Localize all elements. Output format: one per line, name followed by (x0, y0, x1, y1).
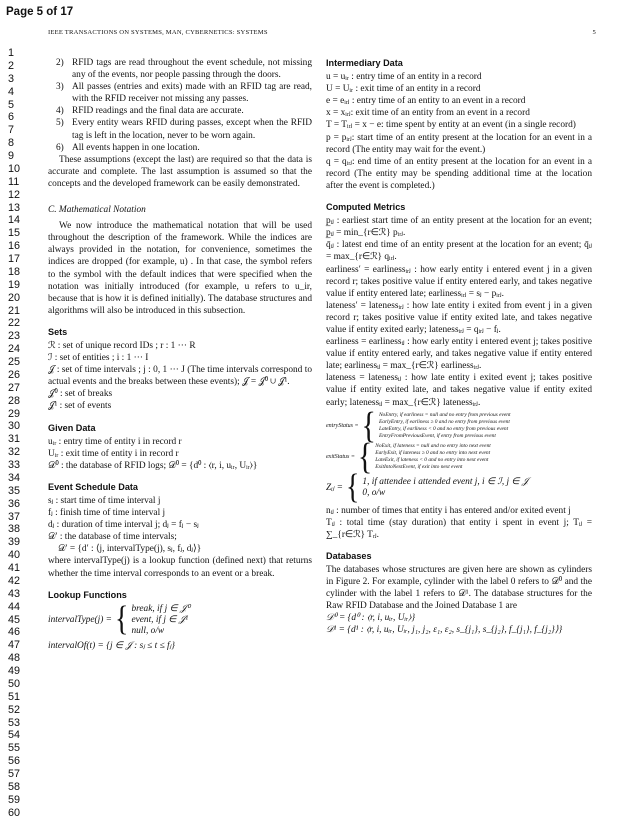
set-definition: 𝒥 : set of time intervals ; j : 0, 1 ··· J (The time intervals correspond to actual events and the breaks between these events); 𝒥 = 𝒥⁰ ∪ 𝒥¹. (48, 365, 312, 388)
line-number: 12 (8, 188, 21, 201)
line-number: 34 (8, 471, 21, 484)
sets-heading: Sets (48, 326, 68, 337)
interval-type-equation (48, 600, 312, 639)
exit-status-case: EarlyExit, if lateness ≥ 0 and no entry into next event (375, 449, 491, 456)
computed-heading: Computed Metrics (326, 202, 406, 213)
set-definition: ℐ : set of entities ; i : 1 ··· I (48, 353, 149, 364)
schedule-heading: Event Schedule Data (48, 481, 138, 492)
intermediary-definition: q = qᵢᵣⱼ: end time of an entity present at the location for an event in a record (The entity may be spending additional time at the location after the event is completed.) (326, 156, 592, 191)
line-number: 7 (8, 124, 15, 137)
z-equation (326, 467, 592, 507)
interval-type-case: null, o/w (131, 625, 165, 636)
schedule-definition: fⱼ : finish time of time interval j (48, 508, 166, 519)
line-number: 10 (8, 162, 21, 175)
intermediary-list (326, 71, 592, 192)
line-number: 32 (8, 446, 21, 459)
line-number: 54 (8, 729, 21, 742)
assumption-list (48, 57, 312, 154)
line-number: 45 (8, 613, 21, 626)
line-number: 33 (8, 459, 21, 471)
schedule-definition: dⱼ : duration of time interval j; dⱼ = fⱼ − sⱼ (48, 520, 199, 531)
line-number: 20 (8, 291, 21, 304)
page-number: 5 (592, 29, 596, 36)
line-number: 5 (8, 98, 15, 111)
interval-type-case: event, if j ∈ 𝒥¹ (131, 614, 189, 625)
interval-type-lhs: intervalType(j) = (48, 615, 112, 626)
line-number: 27 (8, 381, 21, 394)
line-number: 1 (8, 47, 15, 59)
entry-status-case: EntryFromPreviousEvent, if entry from previous event (378, 432, 496, 439)
assumption-number: 4) (56, 106, 64, 117)
line-number: 17 (8, 253, 21, 265)
line-number: 52 (8, 703, 21, 716)
intermediary-heading: Intermediary Data (326, 58, 403, 68)
assumption-text: RFID tags are read throughout the event schedule, not missing any of the events, nor people passing through the doors. (72, 58, 312, 81)
line-number: 15 (8, 227, 21, 240)
line-number: 55 (8, 742, 21, 755)
given-definition: Uᵢᵣ : exit time of entity i in record r (48, 448, 179, 459)
assumption-number: 5) (56, 118, 64, 129)
assumption-text: RFID readings and the final data are accurate. (72, 106, 244, 117)
given-definition: uᵢᵣ : entry time of entity i in record r (48, 436, 182, 447)
line-number: 21 (8, 304, 21, 317)
databases-text: The databases whose structures are given here are shown as cylinders in Figure 2. For example, cylinder with the label 0 refers to 𝒟⁰ and the cylinder with the label 1 refers to 𝒟¹. The database structures for the Raw RFID Database and the Joined Database 1 are (326, 565, 592, 612)
computed-list (326, 215, 592, 409)
exit-status-lhs: exitStatus = (326, 453, 355, 460)
entry-status-case: NoEntry, if earliness = null and no entry from previous event (378, 411, 511, 418)
assumption-number: 3) (56, 82, 64, 93)
line-number: 47 (8, 639, 21, 652)
section-intro: We now introduce the mathematical notation that will be used throughout the description of the framework. While the indices are always provided in the notation, for convenience, sometimes the indices are dropped (for example, u) . In that case, the symbol refers to the symbol with the default indices that were specified when the notation was initially introduced (for example, u refers to u_ir, because that is how it is defined initially). The database structures and algorithms will also be introduced in this subsection. (48, 221, 312, 316)
line-number: 50 (8, 677, 21, 690)
brace-symbol: { (361, 404, 376, 446)
intermediary-definition: x = xᵢᵣⱼ: exit time of an entity from an event in a record (326, 108, 530, 119)
interval-type-case: break, if j ∈ 𝒥⁰ (131, 603, 191, 614)
line-number: 13 (8, 201, 21, 214)
computed-definition: earliness = earlinessᵢⱼ : how early entity i entered event j; takes positive value if entity entered early, and takes negative value if entity entered late; earlinessᵢⱼ = max_{r∈ℛ} earlinessᵢᵣⱼ. (326, 337, 592, 372)
intermediary-definition: e = eᵢᵣⱼ : entry time of an entity to an event in a record (326, 96, 526, 107)
schedule-definition: sⱼ : start time of time interval j (48, 496, 161, 506)
line-number: 29 (8, 407, 21, 420)
line-number: 58 (8, 780, 21, 793)
intermediary-definition: U = Uᵢᵣ : exit time of an entity in a record (326, 84, 481, 95)
given-data-heading: Given Data (48, 422, 96, 433)
line-number: 46 (8, 626, 21, 639)
schedule-definition: 𝒟′ : the database of time intervals; (48, 532, 177, 543)
line-number: 23 (8, 330, 21, 343)
line-number: 60 (8, 806, 21, 819)
exit-status-case: ExitIntoNextEvent, if exit into next event (375, 463, 463, 470)
assumption-item (48, 142, 312, 154)
set-definition: 𝒥¹ : set of events (48, 401, 112, 412)
set-definition: 𝒥⁰ : set of breaks (48, 389, 113, 400)
line-number: 40 (8, 549, 21, 562)
entry-status-lhs: entryStatus = (326, 422, 359, 429)
line-number: 22 (8, 317, 21, 330)
set-definition: ℛ : set of unique record IDs ; r : 1 ··· R (48, 340, 196, 351)
line-number: 37 (8, 510, 21, 523)
computed-definition: lateness′ = latenessᵢᵣⱼ : how late entity i exited from event j in a given record r; takes positive value if entity exited late, and takes negative value if entity exited early; latenessᵢᵣⱼ = qᵢᵣⱼ − fⱼ. (326, 300, 592, 335)
line-number: 53 (8, 716, 21, 729)
exit-status-case: NoExit, if lateness = null and no entry into next event (375, 442, 491, 449)
schedule-definition: 𝒟′ = {d′ : ⟨j, intervalType(j), sⱼ, fⱼ, dⱼ⟩} (58, 544, 202, 555)
line-number: 6 (8, 111, 15, 124)
assumption-text: Every entity wears RFID during passes, except when the RFID tag is left in the location, never to be worn again. (72, 118, 312, 141)
line-number: 36 (8, 497, 21, 510)
n-definition: nᵢⱼ : number of times that entity i has entered and/or exited event j (326, 505, 571, 516)
exit-status-case: LateExit, if lateness < 0 and no entry into next event (375, 456, 489, 463)
assumption-number: 6) (56, 142, 64, 153)
line-number: 3 (8, 72, 15, 85)
exit-status-cases (375, 443, 490, 471)
line-number: 49 (8, 665, 21, 677)
computed-definition: p̲ᵢⱼ : earliest start time of an entity present at the location for an event; p̲ᵢⱼ = min_{r∈ℛ} pᵢᵣⱼ. (326, 216, 592, 239)
brace-symbol: { (345, 467, 360, 507)
line-number: 38 (8, 523, 21, 536)
databases-heading: Databases (326, 550, 372, 561)
line-number: 42 (8, 574, 21, 587)
line-number: 56 (8, 755, 21, 768)
given-data-list (48, 436, 312, 472)
line-number: 41 (8, 562, 21, 574)
line-number: 11 (8, 175, 20, 188)
intermediary-definition: p = pᵢᵣⱼ: start time of an entity present at the location for an event in a record (The entity may wait for the event.) (326, 132, 592, 155)
line-number: 43 (8, 587, 21, 600)
assumption-item (48, 117, 312, 141)
computed-definition: earliness′ = earlinessᵢᵣⱼ : how early entity i entered event j in a given record r; takes positive value if entity entered early, and takes negative value if entity entered late; earlinessᵢᵣⱼ = sⱼ − pᵢᵣⱼ. (326, 264, 592, 299)
line-number: 26 (8, 368, 21, 381)
line-number: 57 (8, 768, 21, 780)
line-number: 48 (8, 652, 21, 665)
page-label: Page 5 of 17 (6, 6, 74, 18)
assumption-item (48, 81, 312, 105)
line-number: 16 (8, 240, 21, 253)
lookup-heading: Lookup Functions (48, 589, 127, 600)
line-number: 25 (8, 356, 21, 368)
line-number: 30 (8, 420, 21, 433)
assumption-number: 2) (56, 58, 64, 68)
line-numbers (8, 47, 38, 820)
assumption-item (48, 105, 312, 117)
section-title: C. Mathematical Notation (48, 205, 146, 216)
line-number: 4 (8, 85, 15, 98)
assumptions-note: These assumptions (except the last) are required so that the data is accurate and complete. The last assumption is assumed so that the concepts and the developed framework can be easily demonstrated. (48, 154, 312, 189)
entry-status-case: LateEntry, if earliness < 0 and no entry from previous event (378, 425, 509, 432)
z-lhs: Zᵢⱼ = (326, 482, 343, 493)
journal-title: IEEE TRANSACTIONS ON SYSTEMS, MAN, CYBERNETICS: SYSTEMS (48, 29, 268, 36)
schedule-list (48, 495, 312, 555)
line-number: 59 (8, 793, 21, 806)
z-case: 1, if attendee i attended event j, i ∈ ℐ, j ∈ 𝒥 (362, 476, 529, 487)
assumption-text: All events happen in one location. (72, 142, 200, 153)
line-number: 35 (8, 484, 21, 497)
given-definition: 𝒟⁰ : the database of RFID logs; 𝒟⁰ = {d⁰ : ⟨r, i, uᵢᵣ, Uᵢᵣ⟩} (48, 460, 258, 471)
sets-list (48, 340, 312, 413)
t-definition: Tᵢⱼ : total time (stay duration) that entity i spent in event j; Tᵢⱼ = ∑_{r∈ℛ} Tᵣⱼ. (326, 517, 592, 540)
line-number: 28 (8, 394, 21, 407)
line-number: 44 (8, 600, 21, 613)
entry-status-cases (379, 412, 511, 440)
computed-definition: q̄ᵢⱼ : latest end time of an entity present at the location for an event; q̄ᵢⱼ = max_{r∈ℛ} qᵢᵣⱼ. (326, 240, 592, 263)
interval-of-equation: intervalOf(t) = {j ∈ 𝒥 : sⱼ ≤ t ≤ fⱼ} (48, 640, 176, 651)
running-header (48, 29, 596, 36)
line-number: 51 (8, 690, 21, 703)
line-number: 19 (8, 278, 21, 291)
d1-definition: 𝒟¹ = {d¹ : ⟨r, i, uᵢᵣ, Uᵢᵣ, j₁, j₂, ε₁, ε₂, s_{j₁}, s_{j₂}, f_{j₁}, f_{j₂}⟩} (326, 625, 563, 636)
assumption-text: All passes (entries and exits) made with an RFID tag are read, with the RFID receiver not missing any passes. (72, 82, 312, 105)
line-number: 31 (8, 433, 21, 446)
d0-definition: 𝒟⁰ = {d⁰ : ⟨r, i, uᵢᵣ, Uᵢᵣ⟩} (326, 613, 416, 624)
intermediary-definition: u = uᵢᵣ : entry time of an entity in a record (326, 72, 482, 83)
interval-type-cases (131, 604, 190, 637)
brace-symbol: { (115, 600, 129, 639)
line-number: 18 (8, 265, 21, 278)
line-number: 39 (8, 536, 21, 549)
z-cases (362, 477, 528, 499)
line-number: 8 (8, 137, 15, 150)
schedule-note: where intervalType(j) is a lookup function (defined next) that returns whether the time interval corresponds to an event or a break. (48, 556, 312, 579)
line-number: 24 (8, 343, 21, 356)
line-number: 14 (8, 214, 21, 227)
left-column (48, 57, 312, 652)
brace-symbol: { (357, 435, 373, 477)
z-case: 0, o/w (362, 487, 386, 498)
line-number: 2 (8, 59, 15, 72)
assumption-item (48, 57, 312, 81)
computed-definition: lateness = latenessᵢⱼ : how late entity i exited event j; takes positive value if entity exited late, and takes negative value if entity exited early; latenessᵢⱼ = max_{r∈ℛ} latenessᵢᵣⱼ. (326, 373, 592, 408)
entry-status-case: EarlyEntry, if earliness ≥ 0 and no entry from previous event (378, 418, 510, 425)
intermediary-definition: T = Tᵢᵣⱼ = x − e: time spent by entity at an event (in a single record) (326, 120, 576, 131)
right-column (326, 57, 592, 637)
line-number: 9 (8, 150, 15, 162)
